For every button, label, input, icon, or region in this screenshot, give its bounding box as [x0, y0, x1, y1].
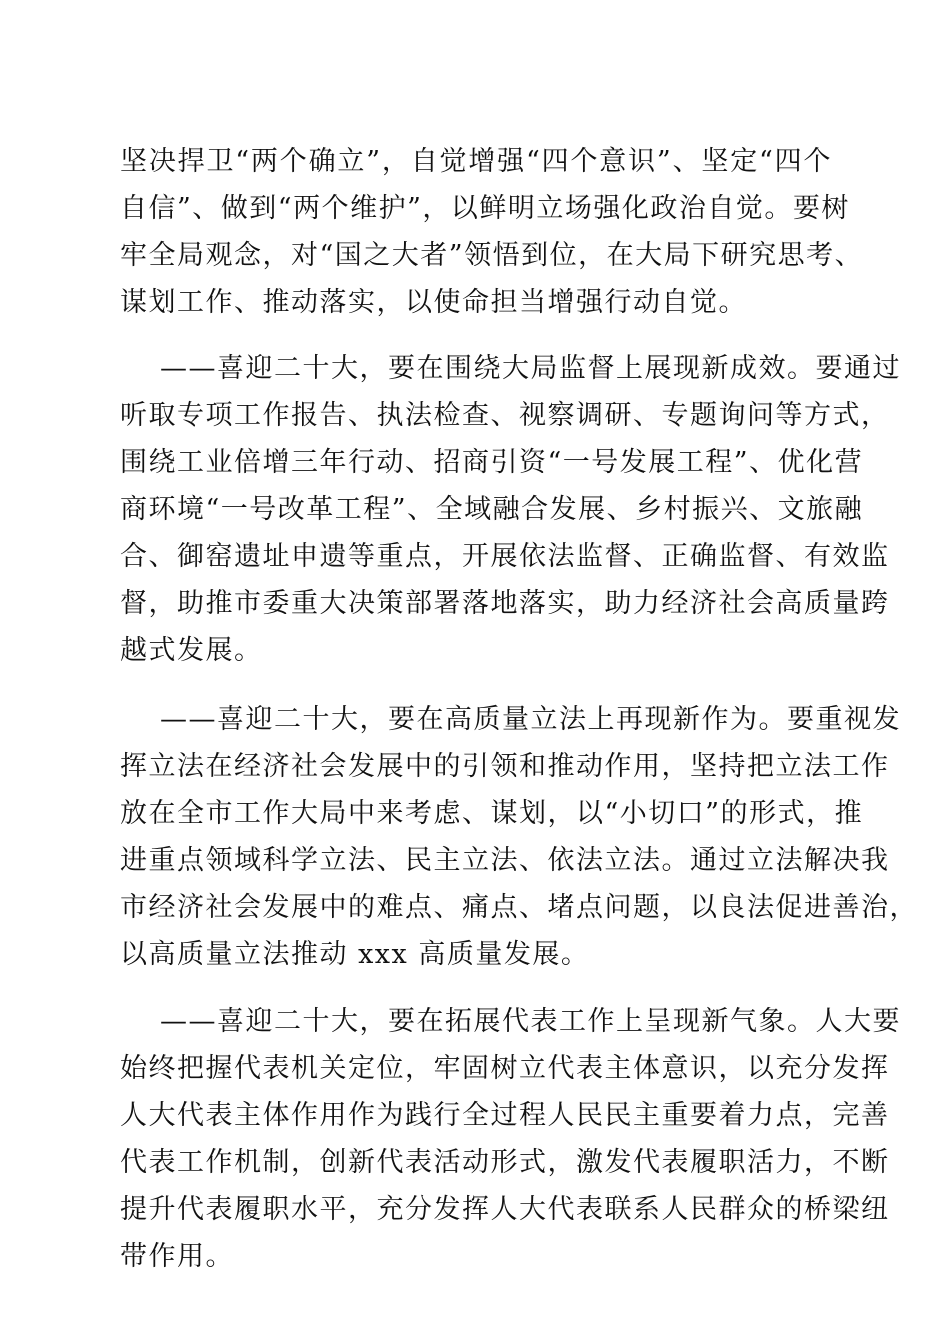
text-line: 始终把握代表机关定位，牢固树立代表主体意识，以充分发挥 — [120, 1053, 890, 1084]
text-line: 人大代表主体作用作为践行全过程人民民主重要着力点，完善 — [120, 1100, 890, 1131]
text-line: 督，助推市委重大决策部署落地落实，助力经济社会高质量跨 — [120, 588, 890, 619]
text-line: 提升代表履职水平，充分发挥人大代表联系人民群众的桥梁纽 — [120, 1194, 890, 1225]
text-line: 自信”、做到“两个维护”，以鲜明立场强化政治自觉。要树 — [120, 193, 850, 224]
text-line: 挥立法在经济社会发展中的引领和推动作用，坚持把立法工作 — [120, 751, 890, 782]
text-line: 以高质量立法推动 xxx 高质量发展。 — [120, 939, 590, 970]
text-line: 合、御窑遗址申遗等重点，开展依法监督、正确监督、有效监 — [120, 541, 890, 572]
paragraph-first-line: ——喜迎二十大，要在高质量立法上再现新作为。要重视发 — [160, 704, 901, 735]
text-line: 牢全局观念，对“国之大者”领悟到位，在大局下研究思考、 — [120, 240, 864, 271]
text-line: 越式发展。 — [120, 635, 263, 666]
text-line: 商环境“一号改革工程”、全域融合发展、乡村振兴、文旅融 — [120, 494, 864, 525]
text-line: 带作用。 — [120, 1241, 234, 1272]
text-line: 代表工作机制，创新代表活动形式，激发代表履职活力，不断 — [120, 1147, 890, 1178]
text-line: 进重点领域科学立法、民主立法、依法立法。通过立法解决我 — [120, 845, 890, 876]
paragraph-first-line: ——喜迎二十大，要在拓展代表工作上呈现新气象。人大要 — [160, 1006, 901, 1037]
text-line: 谋划工作、推动落实，以使命担当增强行动自觉。 — [120, 287, 747, 318]
text-line: 市经济社会发展中的难点、痛点、堵点问题，以良法促进善治， — [120, 892, 918, 923]
text-line: 围绕工业倍增三年行动、招商引资“一号发展工程”、优化营 — [120, 447, 864, 478]
paragraph-first-line: ——喜迎二十大，要在围绕大局监督上展现新成效。要通过 — [160, 353, 901, 384]
text-line: 听取专项工作报告、执法检查、视察调研、专题询问等方式， — [120, 400, 890, 431]
text-line: 坚决捍卫“两个确立”，自觉增强“四个意识”、坚定“四个 — [120, 146, 832, 177]
text-line: 放在全市工作大局中来考虑、谋划，以“小切口”的形式，推 — [120, 798, 864, 829]
